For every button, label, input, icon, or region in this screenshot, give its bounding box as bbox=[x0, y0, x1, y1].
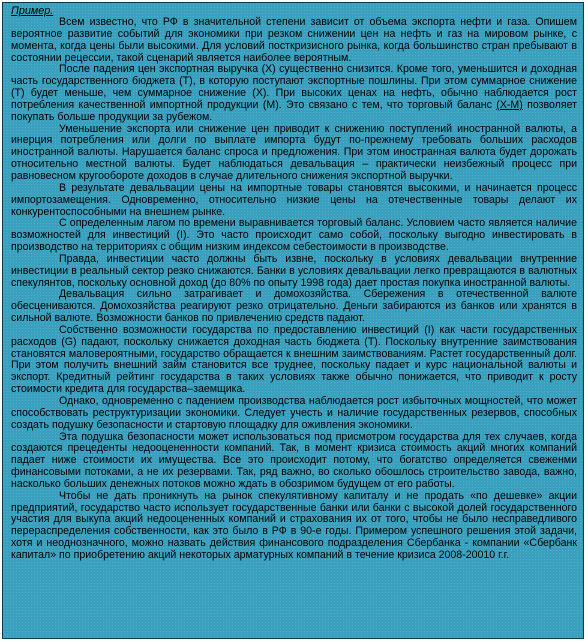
document-frame bbox=[2, 2, 584, 639]
paragraph-8: Собственно возможности государства по предоставлению инвестиций (I) как части государственных расходов (G) падают, поскольку снижается доходная часть бюджета (T). Поскольку внутренние заимствования становятся маловероятными, государство обращается к внешним заимствованиям. Растет государственный долг. При этом получить внешний займ становится все труднее, поскольку падает и курс национальной валюты и экспорт. Кредитный рейтинг государства в таких условиях также обычно понижается, что приводит к росту стоимости кредита для государства–заемщика. bbox=[11, 323, 577, 396]
paragraph-6: Правда, инвестиции часто должны быть извне, поскольку в условиях девальвации внутренние инвестиции в реальный сектор резко снижаются. Банки в условиях девальвации легко превращаются в валютных спекулянтов, поскольку основной доход (до 80% по опыту 1998 года) дает простая покупка иностранной валюты. bbox=[11, 252, 577, 289]
paragraph-10: Эта подушка безопасности может использоваться под присмотром государства для тех случаев, когда создаются прецеденты недооцененности компаний. Так, в момент кризиса стоимость акций многих компаний падает ниже стоимости их имущества. Все это происходит потому, что богатство определяется свеженми финансовыми потоками, а не их резервами. Так, ряд важно, во сколько обошлось строительство завода, важно, насколько больших денежных потоков можно ждать в обозримом будущем от его работы. bbox=[11, 430, 577, 490]
document-body bbox=[11, 5, 577, 562]
paragraph-9: Однако, одновременно с падением производства наблюдается рост избыточных мощностей, что может способствовать реструктуризации экономики. Следует учесть и наличие государственных резервов, способных создать подушку безопасности и стартовую площадку для оживления экономики. bbox=[11, 395, 577, 431]
paragraph-4: В результате девальвации цены на импортные товары становятся высокими, и начинается процесс импортозамещения. Одновременно, относительно низкие цены на отечественные товары делают их конкурентоспособными на внешнем рынке. bbox=[11, 181, 577, 218]
paragraph-2-tail: позволяет покупать больше продукции за рубежом. bbox=[11, 98, 577, 123]
trade-balance-formula: (X-M) bbox=[496, 98, 523, 111]
paragraph-1: Всем известно, что РФ в значительной степени зависит от объема экспорта нефти и газа. Опишем вероятное развитие событий для экономики при резком снижении цен на нефть и газ на мировом рынке, с момента, когда цены были высокими. Для условий посткризисного рынка, когда большинство стран пребывают в состоянии рецессии, такой сценарий является наиболее вероятным. bbox=[11, 16, 577, 64]
paragraph-5: С определенным лагом по времени выравнивается торговый баланс. Условием часто является наличие возможностей для инвестиций (I). Это часто происходит само собой, поскольку выгодно инвестировать в производство на территориях с общим низким индексом себестоимости в производстве. bbox=[11, 217, 577, 254]
paragraph-3: Уменьшение экспорта или снижение цен приводит к снижению поступлений иностранной валюты, а инерция потребления или долги по выплате импорта будут по-прежнему требовать больших расходов иностранной валюты. Нарушается баланс спроса и предложения. При этом иностранная валюта будет дорожать относительно местной валюты. Будет наблюдаться девальвация – практически неизбежный процесс при равновесном кругообороте доходов в случае длительного снижения экспортной выручки. bbox=[11, 122, 577, 182]
paragraph-2-text: После падения цен экспортная выручка (X) существенно снизится. Кроме того, уменьшится и доходная часть государственного бюджета (T), в которую поступают экспортные пошлины. При этом суммарное снижение (T) будет меньше, чем суммарное снижение (X). При высоких ценах на нефть, обычно наблюдается рост потребления качественной импортной продукции (M). Это связано с тем, что торговый баланс bbox=[11, 63, 577, 111]
paragraph-11: Чтобы не дать проникнуть на рынок спекулятивному капиталу и не продать «по дешевке» акции предприятий, государство часто использует государственные банки или банки с высокой долей государственного участия для выкупа акций недооцененных компаний и страхования их от того, чтобы не было несправедливого перераспределения собственности, как это было в РФ в 90-е годы. Примером успешного решения этой задачи, хотя и неоднозначного, можно назвать действия финансового подразделения Сбербанка - компании «Сбербанк капитал» по приобретению акций некоторых арматурных компаний в течение кризиса 2008-20010 г.г. bbox=[11, 489, 577, 561]
paragraph-2 bbox=[11, 64, 577, 123]
paragraph-7: Девальвация сильно затрагивает и домохозяйства. Сбережения в отечественной валюте обесцениваются. Домохозяйства реагируют резко отрицательно. Деньги забираются из банков или хранятся в сильной валюте. Возможности банков по привлечению средств падают. bbox=[11, 288, 577, 325]
example-title: Пример. bbox=[11, 5, 54, 17]
